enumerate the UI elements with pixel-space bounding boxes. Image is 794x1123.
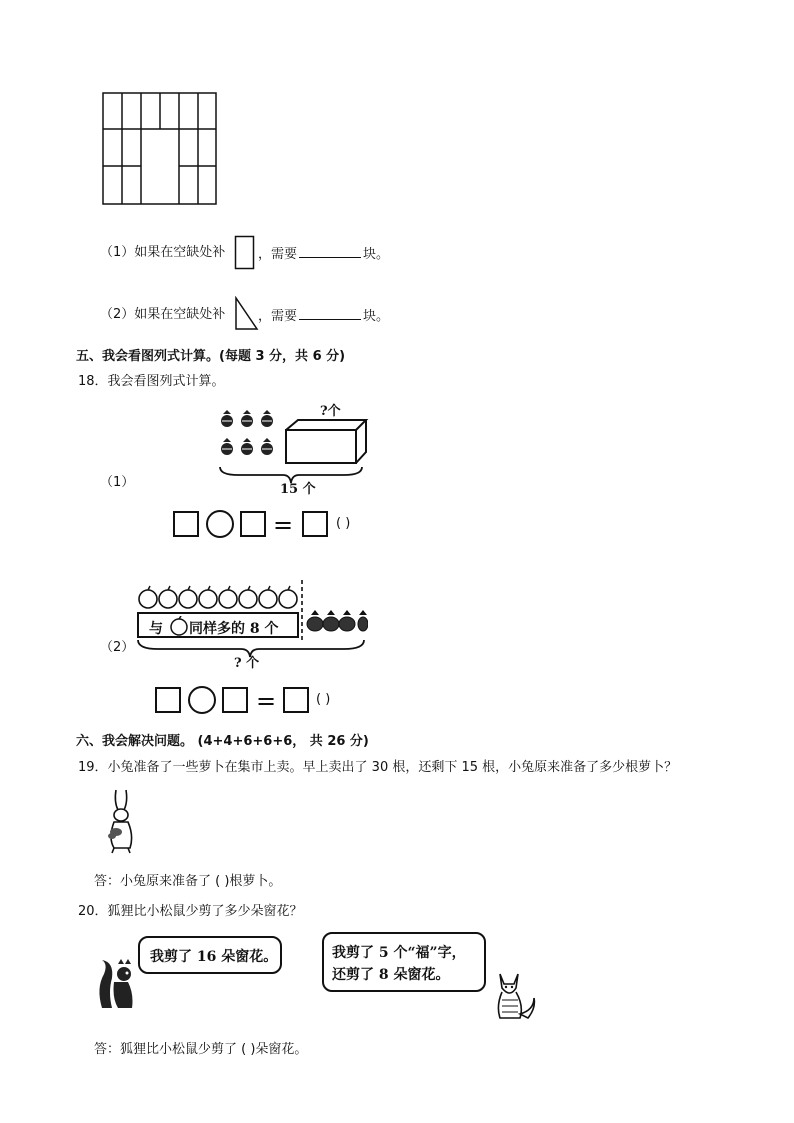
bubble-left-text: 我剪了 16 朵窗花。: [150, 949, 278, 965]
equation-box[interactable]: [155, 687, 181, 713]
grid-q2-rest: ，需要 块。: [258, 309, 390, 324]
equation-answer-box[interactable]: [302, 511, 328, 537]
grid-q2: （2）如果在空缺处补: [100, 307, 226, 322]
q19-text: 19．小兔准备了一些萝卜在集市上卖。早上卖出了 30 根，还剩下 15 根，小兔原来准备了多少根萝卜？: [78, 760, 678, 775]
equals-sign: =: [273, 511, 294, 539]
rectangle-tile-icon: [234, 235, 256, 271]
grid-q1: （1）如果在空缺处补: [100, 245, 226, 260]
q19-answer: 答：小兔原来准备了 ( )根萝卜。: [94, 874, 282, 889]
equation-box[interactable]: [173, 511, 199, 537]
equation-box[interactable]: [240, 511, 266, 537]
p2-label: （2）: [100, 640, 135, 655]
p1-total-label: 15 个: [280, 482, 316, 497]
grid-q1-rest: ，需要 块。: [258, 247, 390, 262]
watermelon-group: [304, 607, 368, 635]
answer-blank-1[interactable]: [299, 245, 361, 258]
section6-heading: 六、我会解决问题。 (4+4+6+6+6， 共 26 分): [76, 734, 369, 749]
p2-total-label: ? 个: [234, 656, 260, 671]
pineapple-group: [217, 410, 281, 468]
p1-unknown-label: ?个: [320, 404, 341, 419]
equation-answer-box[interactable]: [283, 687, 309, 713]
section5-heading: 五、我会看图列式计算。(每题 3 分，共 6 分): [76, 349, 346, 364]
speech-bubble-left: [138, 936, 282, 974]
box-icon: [284, 418, 370, 466]
orange-icon: [169, 616, 189, 636]
operator-circle[interactable]: [206, 510, 234, 538]
q18-title: 18．我会看图列式计算。: [78, 374, 225, 389]
fox-icon: [490, 970, 538, 1022]
box-text-a: 与: [149, 621, 163, 637]
box-text-b: 同样多的 8 个: [189, 621, 279, 637]
same-amount-box: [137, 612, 299, 638]
q20-text: 20．狐狸比小松鼠少剪了多少朵窗花？: [78, 904, 303, 919]
answer-blank-2[interactable]: [299, 307, 361, 320]
equation-box[interactable]: [222, 687, 248, 713]
orange-row: [136, 585, 304, 611]
operator-circle[interactable]: [188, 686, 216, 714]
tile-grid: [102, 92, 218, 206]
squirrel-icon: [96, 958, 142, 1012]
triangle-tile-icon: [234, 296, 260, 332]
p1-label: （1）: [100, 475, 135, 490]
bubble-right-line1: 我剪了 5 个“福”字，: [332, 945, 466, 961]
speech-bubble-right: [322, 932, 486, 992]
rabbit-icon: [104, 786, 138, 856]
unit-paren[interactable]: ( ): [316, 692, 331, 707]
unit-paren[interactable]: ( ): [336, 516, 351, 531]
bubble-right-line2: 还剪了 8 朵窗花。: [332, 967, 450, 983]
equals-sign: =: [256, 687, 277, 715]
q20-answer: 答：狐狸比小松鼠少剪了 ( )朵窗花。: [94, 1042, 308, 1057]
